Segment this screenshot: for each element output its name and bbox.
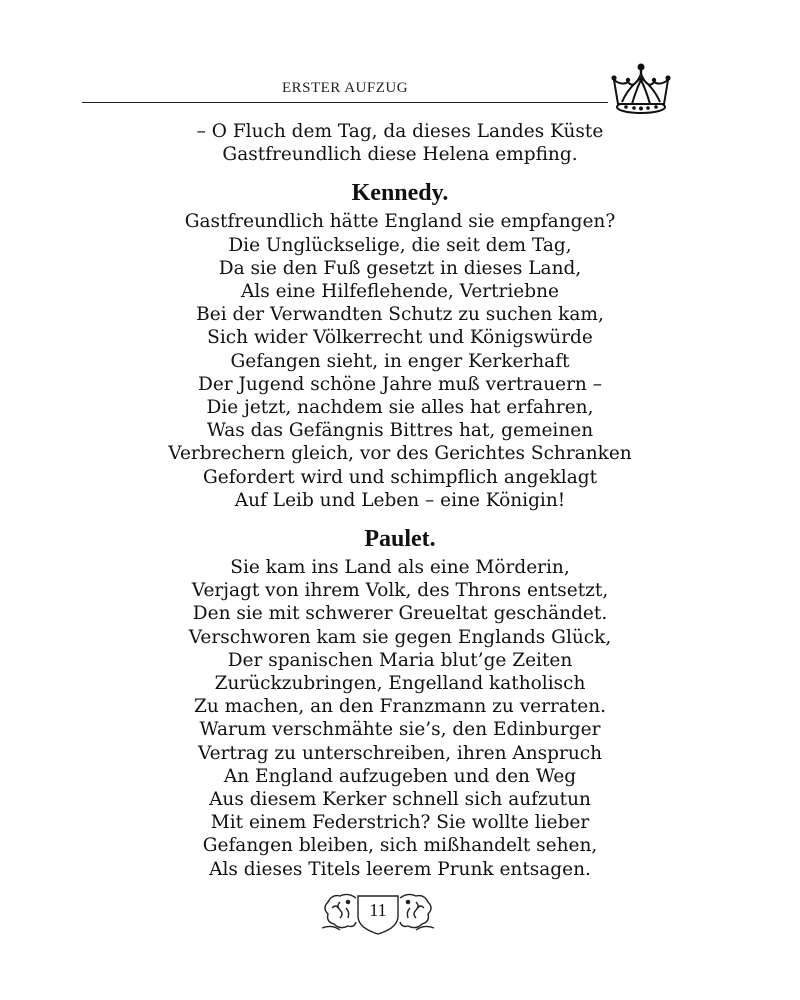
verse-line: Da sie den Fuß gesetzt in dieses Land, <box>218 257 582 279</box>
verse-line: Mit einem Federstrich? Sie wollte lieber <box>210 812 590 834</box>
verse-line: Die Unglückselige, die seit dem Tag, <box>228 234 572 256</box>
play-text <box>60 120 740 881</box>
verse-line: Der spanischen Maria blut’ge Zeiten <box>227 649 573 671</box>
verse-line: Verschworen kam sie gegen Englands Glück, <box>188 626 612 648</box>
verse-line: An England aufzugeben und den Weg <box>223 765 577 787</box>
verse-line: Als eine Hilfeflehende, Vertriebne <box>241 281 559 303</box>
verse-line: Die jetzt, nachdem sie alles hat erfahren, <box>206 397 594 419</box>
running-header <box>82 70 608 103</box>
speaker-name-kennedy: Kennedy. <box>351 180 449 207</box>
verse-line: Bei der Verwandten Schutz zu suchen kam, <box>196 304 604 326</box>
verse-line: Zu machen, an den Franzmann zu verraten. <box>193 696 607 718</box>
verse-line: Sich wider Völkerrecht und Königswürde <box>207 327 593 349</box>
running-header-title: ERSTER AUFZUG <box>281 80 409 96</box>
verse-line: Den sie mit schwerer Greueltat geschändet. <box>192 603 608 625</box>
verse-line: Vertrag zu unterschreiben, ihren Anspruch <box>197 742 603 764</box>
verse-line: Sie kam ins Land als eine Mörderin, <box>230 557 570 579</box>
verse-line: Gastfreundlich hätte England sie empfangen? <box>184 211 616 233</box>
verse-line: – O Fluch dem Tag, da dieses Landes Küste <box>196 121 604 142</box>
verse-line: Verbrechern gleich, vor des Gerichtes Schranken <box>168 443 632 465</box>
verse-line: Warum verschmähte sie’s, den Edinburger <box>199 719 601 741</box>
crown-icon <box>608 60 674 116</box>
verse-line: Gastfreundlich diese Helena empfing. <box>222 144 578 166</box>
page-footer <box>318 888 438 936</box>
verse-line: Als dieses Titels leerem Prunk entsagen. <box>209 858 591 880</box>
verse-line: Gefangen bleiben, sich mißhandelt sehen, <box>202 835 598 857</box>
verse-line: Gefordert wird und schimpflich angeklagt <box>202 466 598 488</box>
verse-line: Aus diesem Kerker schnell sich aufzutun <box>209 789 591 811</box>
verse-line: Der Jugend schöne Jahre muß vertrauern – <box>198 373 602 395</box>
verse-line: Gefangen sieht, in enger Kerkerhaft <box>230 350 570 372</box>
verse-line: Auf Leib und Leben – eine Königin! <box>234 489 566 511</box>
speaker-name-paulet: Paulet. <box>364 526 436 553</box>
page-number: 11 <box>369 900 387 920</box>
verse-line: Zurückzubringen, Engelland katholisch <box>214 673 586 695</box>
verse-line: Verjagt von ihrem Volk, des Throns entsetzt, <box>191 580 609 602</box>
verse-line: Was das Gefängnis Bittres hat, gemeinen <box>206 420 594 442</box>
